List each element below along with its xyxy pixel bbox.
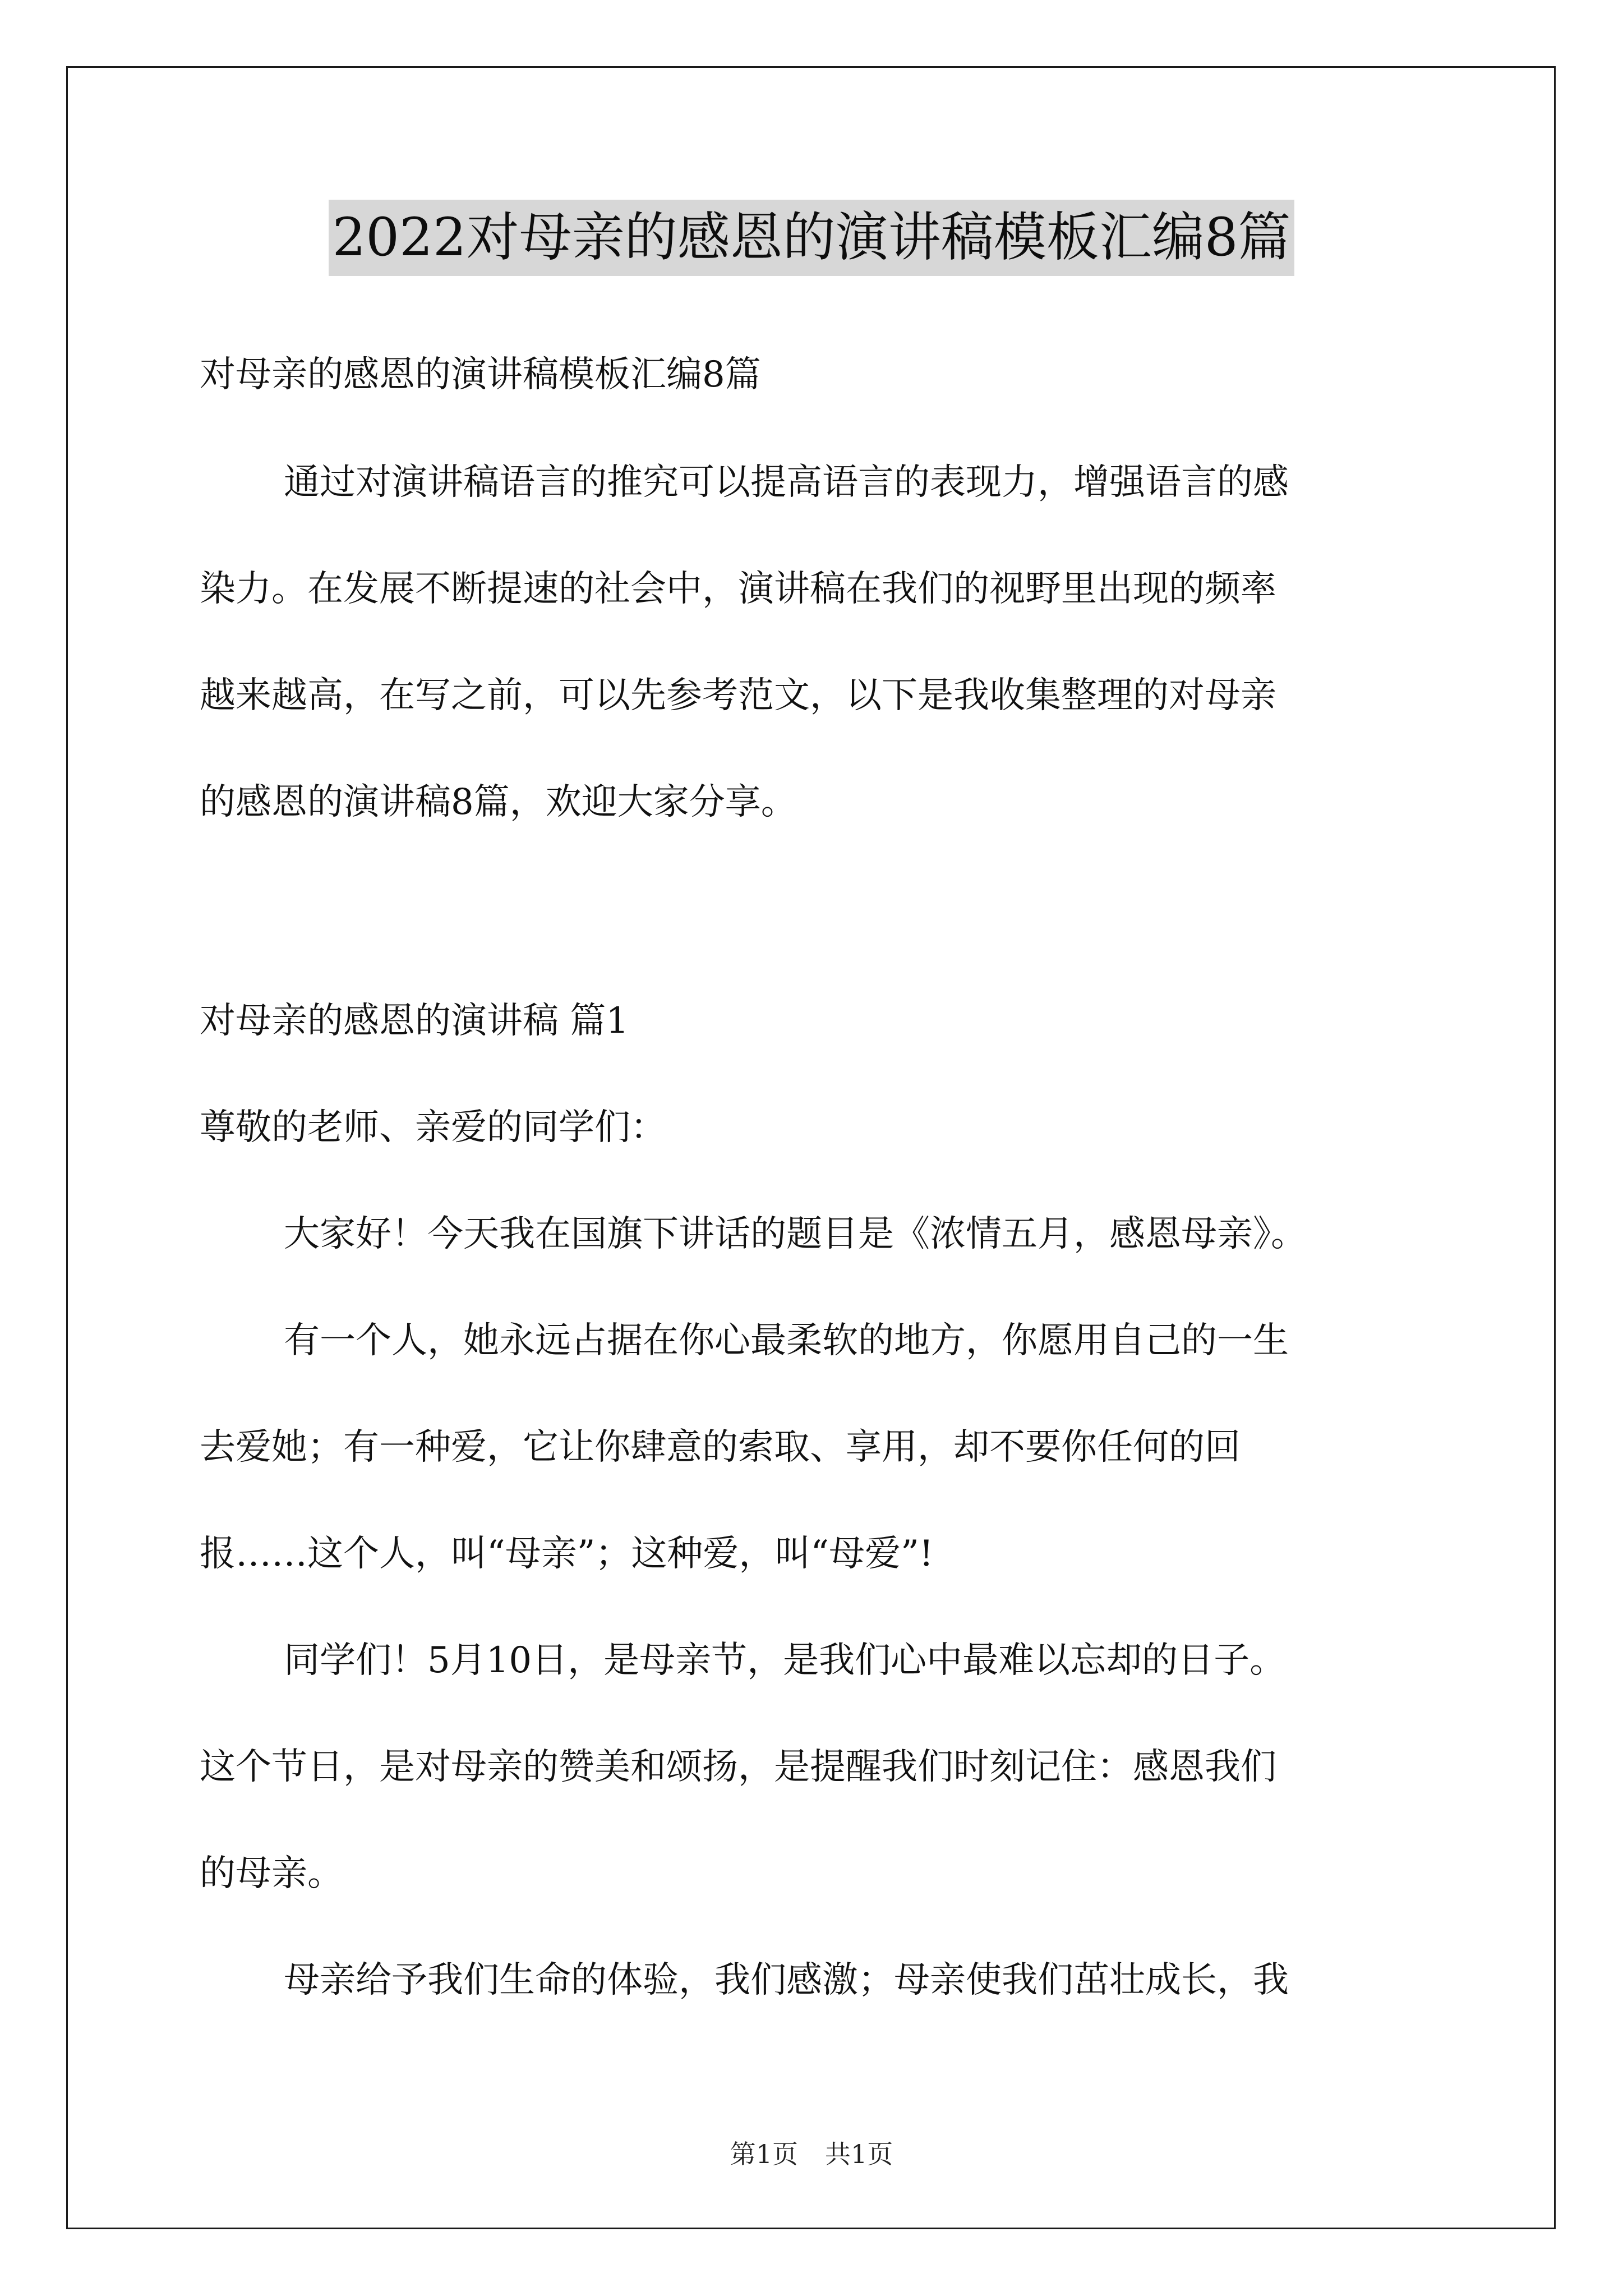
page-footer (0, 2134, 1623, 2171)
intro-line: 通过对演讲稿语言的推究可以提高语言的表现力，增强语言的感 (284, 462, 1289, 503)
intro-line: 越来越高，在写之前，可以先参考范文，以下是我收集整理的对母亲 (200, 675, 1276, 716)
paragraph-line: 母亲给予我们生命的体验，我们感激；母亲使我们茁壮成长，我 (284, 1959, 1289, 2001)
intro-line: 的感恩的演讲稿8篇，欢迎大家分享。 (200, 781, 797, 823)
paragraph-line: 同学们！5月10日，是母亲节，是我们心中最难以忘却的日子。 (284, 1640, 1286, 1681)
paragraph-line: 去爱她；有一种爱，它让你肆意的索取、享用，却不要你任何的回 (200, 1427, 1241, 1468)
paragraph-line: 这个节日，是对母亲的赞美和颂扬，是提醒我们时刻记住：感恩我们 (200, 1746, 1276, 1788)
section-heading: 对母亲的感恩的演讲稿 篇1 (200, 1000, 629, 1042)
greeting: 大家好！今天我在国旗下讲话的题目是《浓情五月，感恩母亲》。 (284, 1213, 1307, 1255)
document-title: 2022对母亲的感恩的演讲稿模板汇编8篇 (329, 200, 1294, 276)
paragraph-line: 报……这个人，叫“母亲”；这种爱，叫“母爱”! (200, 1533, 934, 1575)
salutation: 尊敬的老师、亲爱的同学们： (200, 1107, 666, 1148)
document-subtitle: 对母亲的感恩的演讲稿模板汇编8篇 (200, 354, 761, 395)
title-container (0, 200, 1623, 276)
page-total: 共1页 (825, 2139, 893, 2169)
paragraph-line: 的母亲。 (200, 1853, 343, 1894)
intro-line: 染力。在发展不断提速的社会中，演讲稿在我们的视野里出现的频率 (200, 568, 1276, 610)
page-number: 第1页 (730, 2139, 798, 2169)
paragraph-line: 有一个人，她永远占据在你心最柔软的地方，你愿用自己的一生 (284, 1320, 1289, 1361)
